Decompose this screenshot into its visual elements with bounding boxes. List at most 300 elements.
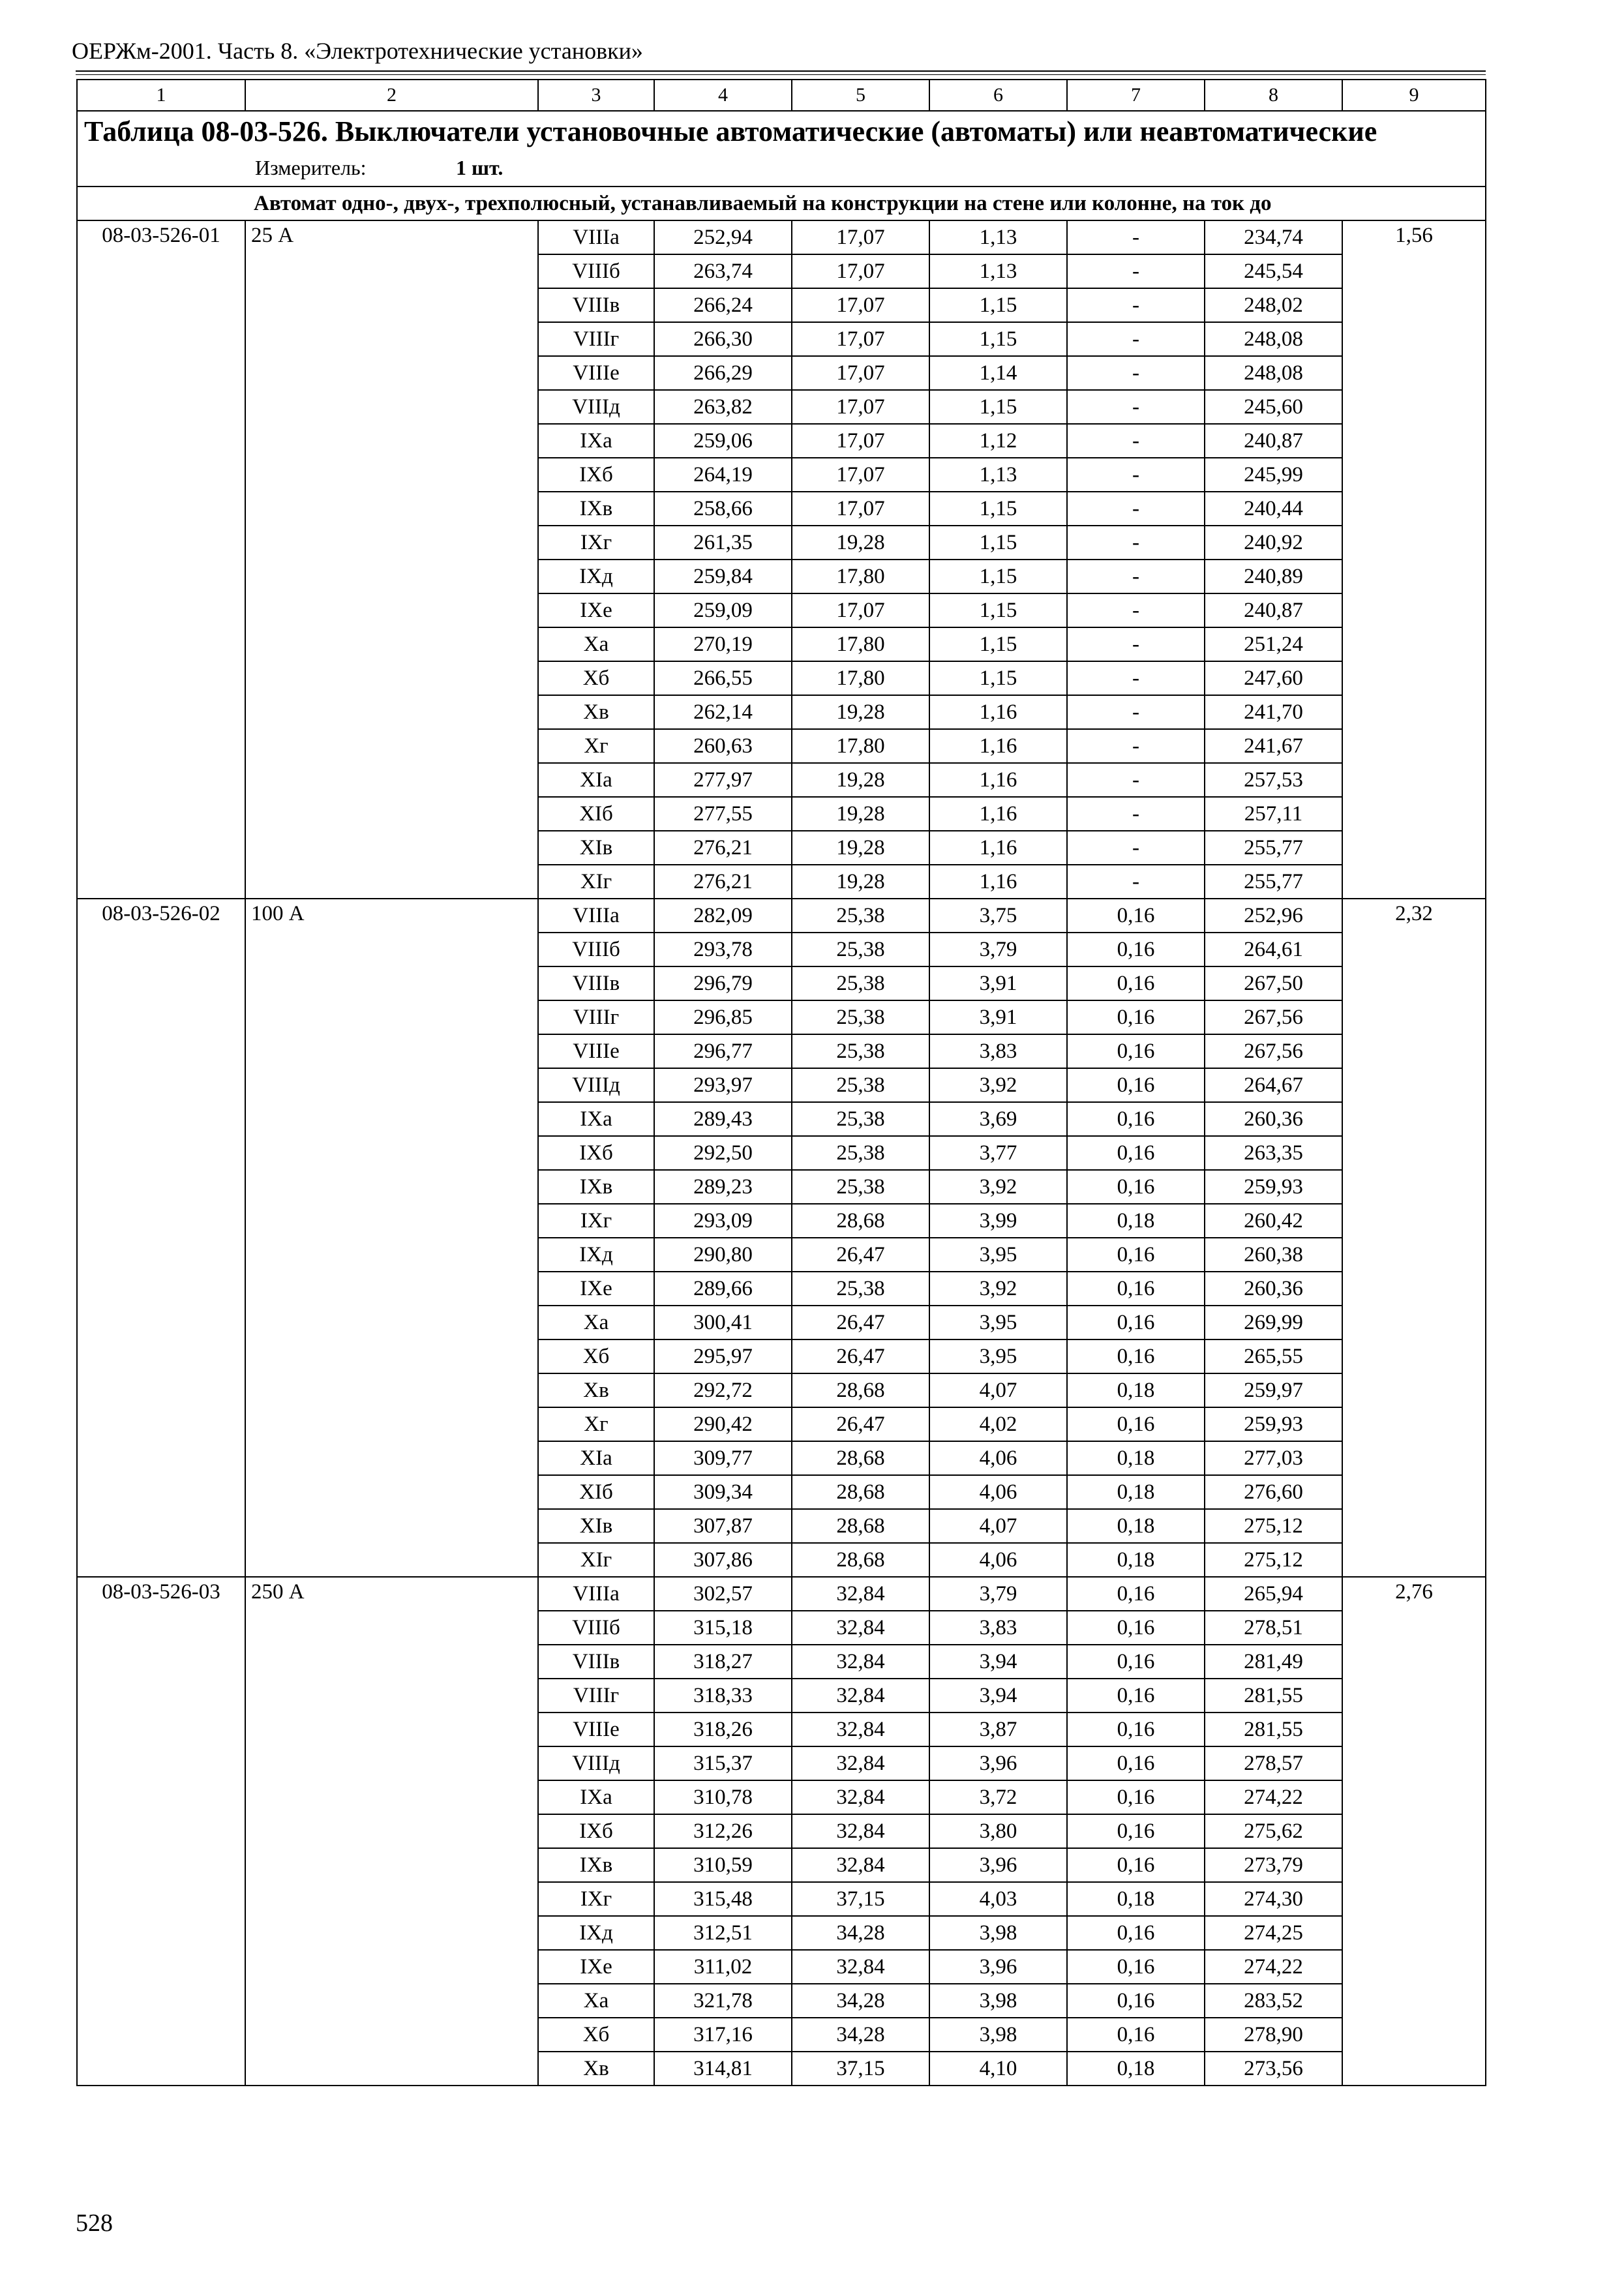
machinist-pay-cell: - xyxy=(1067,390,1205,424)
material-cost-cell: 240,89 xyxy=(1205,560,1342,593)
machine-cost-cell: 3,92 xyxy=(929,1272,1067,1306)
machinist-pay-cell: 0,16 xyxy=(1067,1407,1205,1441)
direct-cost-cell: 296,85 xyxy=(654,1000,792,1034)
labor-pay-cell: 17,80 xyxy=(792,560,929,593)
position-current: 100 А xyxy=(245,899,538,1577)
labor-pay-cell: 19,28 xyxy=(792,526,929,560)
machinist-pay-cell: 0,16 xyxy=(1067,1306,1205,1339)
labor-pay-cell: 19,28 xyxy=(792,695,929,729)
direct-cost-cell: 263,74 xyxy=(654,254,792,288)
material-cost-cell: 265,94 xyxy=(1205,1577,1342,1611)
column-number: 5 xyxy=(792,80,929,111)
labor-pay-cell: 32,84 xyxy=(792,1645,929,1679)
material-cost-cell: 267,56 xyxy=(1205,1034,1342,1068)
material-cost-cell: 277,03 xyxy=(1205,1441,1342,1475)
machine-cost-cell: 3,79 xyxy=(929,933,1067,966)
material-cost-cell: 241,70 xyxy=(1205,695,1342,729)
region-cell: XIв xyxy=(538,1509,654,1543)
direct-cost-cell: 266,29 xyxy=(654,356,792,390)
direct-cost-cell: 277,55 xyxy=(654,797,792,831)
direct-cost-cell: 315,48 xyxy=(654,1882,792,1916)
direct-cost-cell: 252,94 xyxy=(654,220,792,254)
labor-pay-cell: 25,38 xyxy=(792,1000,929,1034)
labor-pay-cell: 25,38 xyxy=(792,1102,929,1136)
region-cell: IXе xyxy=(538,1950,654,1984)
labor-pay-cell: 26,47 xyxy=(792,1407,929,1441)
region-cell: IXе xyxy=(538,593,654,627)
machinist-pay-cell: - xyxy=(1067,627,1205,661)
machine-cost-cell: 1,16 xyxy=(929,763,1067,797)
labor-pay-cell: 19,28 xyxy=(792,831,929,865)
direct-cost-cell: 289,66 xyxy=(654,1272,792,1306)
machinist-pay-cell: - xyxy=(1067,763,1205,797)
material-cost-cell: 260,38 xyxy=(1205,1238,1342,1272)
machine-cost-cell: 3,91 xyxy=(929,966,1067,1000)
machine-cost-cell: 3,83 xyxy=(929,1034,1067,1068)
machinist-pay-cell: 0,16 xyxy=(1067,1814,1205,1848)
region-cell: VIIIб xyxy=(538,254,654,288)
machine-cost-cell: 1,13 xyxy=(929,254,1067,288)
material-cost-cell: 263,35 xyxy=(1205,1136,1342,1170)
material-cost-cell: 241,67 xyxy=(1205,729,1342,763)
machine-cost-cell: 1,15 xyxy=(929,322,1067,356)
price-table xyxy=(76,79,1486,2086)
region-cell: VIIIе xyxy=(538,1034,654,1068)
region-cell: VIIIв xyxy=(538,1645,654,1679)
region-cell: Xб xyxy=(538,661,654,695)
machine-cost-cell: 1,15 xyxy=(929,560,1067,593)
direct-cost-cell: 295,97 xyxy=(654,1339,792,1373)
labor-pay-cell: 17,07 xyxy=(792,424,929,458)
machinist-pay-cell: 0,16 xyxy=(1067,1984,1205,2018)
machine-cost-cell: 4,03 xyxy=(929,1882,1067,1916)
direct-cost-cell: 264,19 xyxy=(654,458,792,492)
table-row xyxy=(77,1577,1486,1611)
machine-cost-cell: 3,77 xyxy=(929,1136,1067,1170)
region-cell: IXа xyxy=(538,1780,654,1814)
region-cell: XIг xyxy=(538,1543,654,1577)
labor-pay-cell: 34,28 xyxy=(792,1916,929,1950)
region-cell: Xг xyxy=(538,729,654,763)
labor-pay-cell: 17,07 xyxy=(792,254,929,288)
material-cost-cell: 245,54 xyxy=(1205,254,1342,288)
direct-cost-cell: 261,35 xyxy=(654,526,792,560)
direct-cost-cell: 290,42 xyxy=(654,1407,792,1441)
machinist-pay-cell: 0,16 xyxy=(1067,1000,1205,1034)
direct-cost-cell: 293,97 xyxy=(654,1068,792,1102)
material-cost-cell: 276,60 xyxy=(1205,1475,1342,1509)
labor-pay-cell: 28,68 xyxy=(792,1204,929,1238)
material-cost-cell: 255,77 xyxy=(1205,865,1342,899)
machinist-pay-cell: 0,16 xyxy=(1067,1645,1205,1679)
region-cell: VIIIг xyxy=(538,322,654,356)
direct-cost-cell: 289,43 xyxy=(654,1102,792,1136)
machine-cost-cell: 3,92 xyxy=(929,1170,1067,1204)
material-cost-cell: 275,62 xyxy=(1205,1814,1342,1848)
material-cost-cell: 278,51 xyxy=(1205,1611,1342,1645)
machine-cost-cell: 3,95 xyxy=(929,1339,1067,1373)
region-cell: Xа xyxy=(538,627,654,661)
header-rule xyxy=(76,70,1486,72)
machinist-pay-cell: 0,16 xyxy=(1067,1136,1205,1170)
labor-pay-cell: 17,07 xyxy=(792,288,929,322)
machinist-pay-cell: 0,16 xyxy=(1067,1611,1205,1645)
machinist-pay-cell: 0,18 xyxy=(1067,1204,1205,1238)
region-cell: VIIIд xyxy=(538,1068,654,1102)
machine-cost-cell: 1,12 xyxy=(929,424,1067,458)
machine-cost-cell: 3,96 xyxy=(929,1950,1067,1984)
direct-cost-cell: 259,09 xyxy=(654,593,792,627)
machine-cost-cell: 3,94 xyxy=(929,1645,1067,1679)
region-cell: Xа xyxy=(538,1984,654,2018)
machine-cost-cell: 4,10 xyxy=(929,2052,1067,2086)
labor-pay-cell: 17,07 xyxy=(792,492,929,526)
material-cost-cell: 260,36 xyxy=(1205,1272,1342,1306)
region-cell: VIIIе xyxy=(538,356,654,390)
direct-cost-cell: 292,50 xyxy=(654,1136,792,1170)
table-title-row xyxy=(77,111,1486,187)
labor-pay-cell: 17,07 xyxy=(792,220,929,254)
region-cell: Xв xyxy=(538,1373,654,1407)
machine-cost-cell: 1,15 xyxy=(929,288,1067,322)
machinist-pay-cell: 0,18 xyxy=(1067,1373,1205,1407)
labor-pay-cell: 25,38 xyxy=(792,1170,929,1204)
direct-cost-cell: 309,77 xyxy=(654,1441,792,1475)
position-mass: 1,56 xyxy=(1342,220,1486,899)
machinist-pay-cell: - xyxy=(1067,458,1205,492)
region-cell: IXб xyxy=(538,458,654,492)
region-cell: IXд xyxy=(538,560,654,593)
region-cell: Xб xyxy=(538,1339,654,1373)
direct-cost-cell: 318,33 xyxy=(654,1679,792,1713)
machinist-pay-cell: 0,16 xyxy=(1067,1780,1205,1814)
labor-pay-cell: 17,07 xyxy=(792,390,929,424)
direct-cost-cell: 318,27 xyxy=(654,1645,792,1679)
labor-pay-cell: 25,38 xyxy=(792,1068,929,1102)
material-cost-cell: 275,12 xyxy=(1205,1509,1342,1543)
material-cost-cell: 248,02 xyxy=(1205,288,1342,322)
labor-pay-cell: 25,38 xyxy=(792,899,929,933)
machinist-pay-cell: - xyxy=(1067,288,1205,322)
material-cost-cell: 278,57 xyxy=(1205,1746,1342,1780)
direct-cost-cell: 266,30 xyxy=(654,322,792,356)
machinist-pay-cell: - xyxy=(1067,254,1205,288)
material-cost-cell: 274,30 xyxy=(1205,1882,1342,1916)
labor-pay-cell: 28,68 xyxy=(792,1509,929,1543)
material-cost-cell: 275,12 xyxy=(1205,1543,1342,1577)
material-cost-cell: 260,42 xyxy=(1205,1204,1342,1238)
labor-pay-cell: 19,28 xyxy=(792,797,929,831)
direct-cost-cell: 321,78 xyxy=(654,1984,792,2018)
material-cost-cell: 274,25 xyxy=(1205,1916,1342,1950)
machine-cost-cell: 1,15 xyxy=(929,492,1067,526)
material-cost-cell: 257,53 xyxy=(1205,763,1342,797)
machine-cost-cell: 1,13 xyxy=(929,220,1067,254)
material-cost-cell: 264,61 xyxy=(1205,933,1342,966)
column-number: 8 xyxy=(1205,80,1342,111)
machinist-pay-cell: - xyxy=(1067,356,1205,390)
material-cost-cell: 240,87 xyxy=(1205,593,1342,627)
machinist-pay-cell: 0,16 xyxy=(1067,1272,1205,1306)
material-cost-cell: 259,93 xyxy=(1205,1170,1342,1204)
region-cell: Xв xyxy=(538,2052,654,2086)
labor-pay-cell: 25,38 xyxy=(792,966,929,1000)
direct-cost-cell: 296,77 xyxy=(654,1034,792,1068)
region-cell: XIа xyxy=(538,1441,654,1475)
column-number: 1 xyxy=(77,80,245,111)
labor-pay-cell: 37,15 xyxy=(792,1882,929,1916)
machine-cost-cell: 3,95 xyxy=(929,1238,1067,1272)
machine-cost-cell: 1,15 xyxy=(929,627,1067,661)
section-heading-row xyxy=(77,187,1486,220)
labor-pay-cell: 25,38 xyxy=(792,1136,929,1170)
region-cell: VIIIв xyxy=(538,288,654,322)
labor-pay-cell: 25,38 xyxy=(792,1034,929,1068)
column-number: 7 xyxy=(1067,80,1205,111)
direct-cost-cell: 276,21 xyxy=(654,831,792,865)
material-cost-cell: 281,55 xyxy=(1205,1679,1342,1713)
machine-cost-cell: 3,92 xyxy=(929,1068,1067,1102)
machine-cost-cell: 1,15 xyxy=(929,526,1067,560)
region-cell: Xа xyxy=(538,1306,654,1339)
direct-cost-cell: 266,55 xyxy=(654,661,792,695)
machine-cost-cell: 1,15 xyxy=(929,390,1067,424)
machine-cost-cell: 3,98 xyxy=(929,1916,1067,1950)
labor-pay-cell: 28,68 xyxy=(792,1543,929,1577)
machinist-pay-cell: 0,18 xyxy=(1067,1543,1205,1577)
region-cell: VIIIг xyxy=(538,1000,654,1034)
machinist-pay-cell: 0,16 xyxy=(1067,933,1205,966)
position-current: 250 А xyxy=(245,1577,538,2086)
direct-cost-cell: 309,34 xyxy=(654,1475,792,1509)
region-cell: IXд xyxy=(538,1238,654,1272)
region-cell: VIIIд xyxy=(538,1746,654,1780)
region-cell: VIIIб xyxy=(538,1611,654,1645)
machinist-pay-cell: 0,16 xyxy=(1067,899,1205,933)
machine-cost-cell: 3,72 xyxy=(929,1780,1067,1814)
region-cell: XIв xyxy=(538,831,654,865)
machine-cost-cell: 4,07 xyxy=(929,1509,1067,1543)
material-cost-cell: 245,99 xyxy=(1205,458,1342,492)
machinist-pay-cell: - xyxy=(1067,865,1205,899)
machinist-pay-cell: - xyxy=(1067,560,1205,593)
machine-cost-cell: 1,16 xyxy=(929,729,1067,763)
material-cost-cell: 255,77 xyxy=(1205,831,1342,865)
machine-cost-cell: 3,98 xyxy=(929,2018,1067,2052)
material-cost-cell: 252,96 xyxy=(1205,899,1342,933)
region-cell: VIIIа xyxy=(538,1577,654,1611)
labor-pay-cell: 17,80 xyxy=(792,627,929,661)
material-cost-cell: 259,93 xyxy=(1205,1407,1342,1441)
machine-cost-cell: 3,83 xyxy=(929,1611,1067,1645)
labor-pay-cell: 26,47 xyxy=(792,1306,929,1339)
machine-cost-cell: 3,99 xyxy=(929,1204,1067,1238)
direct-cost-cell: 293,78 xyxy=(654,933,792,966)
column-number: 9 xyxy=(1342,80,1486,111)
machinist-pay-cell: - xyxy=(1067,526,1205,560)
machinist-pay-cell: - xyxy=(1067,424,1205,458)
column-number: 4 xyxy=(654,80,792,111)
labor-pay-cell: 17,80 xyxy=(792,661,929,695)
machine-cost-cell: 3,98 xyxy=(929,1984,1067,2018)
machinist-pay-cell: 0,16 xyxy=(1067,1916,1205,1950)
position-code: 08-03-526-02 xyxy=(77,899,245,1577)
labor-pay-cell: 37,15 xyxy=(792,2052,929,2086)
direct-cost-cell: 259,84 xyxy=(654,560,792,593)
material-cost-cell: 267,56 xyxy=(1205,1000,1342,1034)
region-cell: IXг xyxy=(538,526,654,560)
machinist-pay-cell: - xyxy=(1067,695,1205,729)
labor-pay-cell: 32,84 xyxy=(792,1848,929,1882)
direct-cost-cell: 315,18 xyxy=(654,1611,792,1645)
region-cell: IXв xyxy=(538,492,654,526)
labor-pay-cell: 34,28 xyxy=(792,2018,929,2052)
labor-pay-cell: 32,84 xyxy=(792,1679,929,1713)
machinist-pay-cell: 0,16 xyxy=(1067,2018,1205,2052)
machinist-pay-cell: 0,16 xyxy=(1067,1950,1205,1984)
region-cell: IXб xyxy=(538,1814,654,1848)
direct-cost-cell: 292,72 xyxy=(654,1373,792,1407)
machinist-pay-cell: 0,16 xyxy=(1067,1102,1205,1136)
region-cell: IXе xyxy=(538,1272,654,1306)
labor-pay-cell: 17,07 xyxy=(792,322,929,356)
page-number: 528 xyxy=(76,2209,113,2237)
labor-pay-cell: 17,07 xyxy=(792,593,929,627)
material-cost-cell: 251,24 xyxy=(1205,627,1342,661)
direct-cost-cell: 260,63 xyxy=(654,729,792,763)
material-cost-cell: 240,44 xyxy=(1205,492,1342,526)
direct-cost-cell: 302,57 xyxy=(654,1577,792,1611)
material-cost-cell: 259,97 xyxy=(1205,1373,1342,1407)
direct-cost-cell: 307,87 xyxy=(654,1509,792,1543)
direct-cost-cell: 310,78 xyxy=(654,1780,792,1814)
direct-cost-cell: 312,51 xyxy=(654,1916,792,1950)
machine-cost-cell: 1,14 xyxy=(929,356,1067,390)
section-heading: Автомат одно-, двух-, трехполюсный, устанавливаемый на конструкции на стене или колонне, на ток до xyxy=(77,187,1486,220)
column-number: 3 xyxy=(538,80,654,111)
material-cost-cell: 273,56 xyxy=(1205,2052,1342,2086)
material-cost-cell: 278,90 xyxy=(1205,2018,1342,2052)
machine-cost-cell: 3,69 xyxy=(929,1102,1067,1136)
region-cell: IXг xyxy=(538,1882,654,1916)
material-cost-cell: 248,08 xyxy=(1205,356,1342,390)
labor-pay-cell: 28,68 xyxy=(792,1441,929,1475)
direct-cost-cell: 266,24 xyxy=(654,288,792,322)
table-row xyxy=(77,220,1486,254)
measure-label: Измеритель: xyxy=(255,156,367,179)
machinist-pay-cell: 0,16 xyxy=(1067,1577,1205,1611)
region-cell: Xг xyxy=(538,1407,654,1441)
region-cell: IXв xyxy=(538,1170,654,1204)
machine-cost-cell: 3,96 xyxy=(929,1746,1067,1780)
labor-pay-cell: 32,84 xyxy=(792,1577,929,1611)
material-cost-cell: 245,60 xyxy=(1205,390,1342,424)
machinist-pay-cell: 0,18 xyxy=(1067,1475,1205,1509)
machinist-pay-cell: - xyxy=(1067,729,1205,763)
machinist-pay-cell: 0,16 xyxy=(1067,1238,1205,1272)
direct-cost-cell: 263,82 xyxy=(654,390,792,424)
machine-cost-cell: 4,06 xyxy=(929,1441,1067,1475)
header-rule-secondary xyxy=(76,74,1486,75)
machine-cost-cell: 3,91 xyxy=(929,1000,1067,1034)
machinist-pay-cell: - xyxy=(1067,593,1205,627)
machine-cost-cell: 3,95 xyxy=(929,1306,1067,1339)
machine-cost-cell: 1,13 xyxy=(929,458,1067,492)
material-cost-cell: 257,11 xyxy=(1205,797,1342,831)
machine-cost-cell: 3,75 xyxy=(929,899,1067,933)
direct-cost-cell: 277,97 xyxy=(654,763,792,797)
region-cell: IXв xyxy=(538,1848,654,1882)
position-mass: 2,76 xyxy=(1342,1577,1486,2086)
material-cost-cell: 283,52 xyxy=(1205,1984,1342,2018)
region-cell: IXа xyxy=(538,1102,654,1136)
labor-pay-cell: 19,28 xyxy=(792,865,929,899)
direct-cost-cell: 259,06 xyxy=(654,424,792,458)
region-cell: IXа xyxy=(538,424,654,458)
region-cell: IXб xyxy=(538,1136,654,1170)
machinist-pay-cell: 0,16 xyxy=(1067,1746,1205,1780)
direct-cost-cell: 300,41 xyxy=(654,1306,792,1339)
material-cost-cell: 240,92 xyxy=(1205,526,1342,560)
machine-cost-cell: 1,15 xyxy=(929,593,1067,627)
material-cost-cell: 267,50 xyxy=(1205,966,1342,1000)
direct-cost-cell: 293,09 xyxy=(654,1204,792,1238)
labor-pay-cell: 32,84 xyxy=(792,1780,929,1814)
labor-pay-cell: 32,84 xyxy=(792,1746,929,1780)
machinist-pay-cell: 0,18 xyxy=(1067,2052,1205,2086)
machinist-pay-cell: 0,16 xyxy=(1067,1848,1205,1882)
machinist-pay-cell: 0,18 xyxy=(1067,1441,1205,1475)
direct-cost-cell: 262,14 xyxy=(654,695,792,729)
machine-cost-cell: 3,80 xyxy=(929,1814,1067,1848)
measure-value: 1 шт. xyxy=(456,156,504,179)
machine-cost-cell: 4,06 xyxy=(929,1543,1067,1577)
region-cell: VIIIа xyxy=(538,899,654,933)
region-cell: XIа xyxy=(538,763,654,797)
column-number: 6 xyxy=(929,80,1067,111)
direct-cost-cell: 296,79 xyxy=(654,966,792,1000)
machine-cost-cell: 1,16 xyxy=(929,695,1067,729)
direct-cost-cell: 270,19 xyxy=(654,627,792,661)
machinist-pay-cell: 0,16 xyxy=(1067,1170,1205,1204)
region-cell: VIIIб xyxy=(538,933,654,966)
region-cell: VIIIд xyxy=(538,390,654,424)
machinist-pay-cell: - xyxy=(1067,831,1205,865)
direct-cost-cell: 310,59 xyxy=(654,1848,792,1882)
material-cost-cell: 265,55 xyxy=(1205,1339,1342,1373)
machine-cost-cell: 3,94 xyxy=(929,1679,1067,1713)
labor-pay-cell: 25,38 xyxy=(792,933,929,966)
machinist-pay-cell: - xyxy=(1067,220,1205,254)
direct-cost-cell: 318,26 xyxy=(654,1713,792,1746)
labor-pay-cell: 32,84 xyxy=(792,1611,929,1645)
machine-cost-cell: 3,96 xyxy=(929,1848,1067,1882)
region-cell: VIIIв xyxy=(538,966,654,1000)
labor-pay-cell: 26,47 xyxy=(792,1339,929,1373)
direct-cost-cell: 290,80 xyxy=(654,1238,792,1272)
position-code: 08-03-526-03 xyxy=(77,1577,245,2086)
labor-pay-cell: 25,38 xyxy=(792,1272,929,1306)
machinist-pay-cell: 0,16 xyxy=(1067,1339,1205,1373)
machine-cost-cell: 4,07 xyxy=(929,1373,1067,1407)
machine-cost-cell: 1,16 xyxy=(929,831,1067,865)
machinist-pay-cell: 0,16 xyxy=(1067,1068,1205,1102)
labor-pay-cell: 26,47 xyxy=(792,1238,929,1272)
material-cost-cell: 248,08 xyxy=(1205,322,1342,356)
labor-pay-cell: 32,84 xyxy=(792,1814,929,1848)
machine-cost-cell: 4,02 xyxy=(929,1407,1067,1441)
region-cell: IXд xyxy=(538,1916,654,1950)
